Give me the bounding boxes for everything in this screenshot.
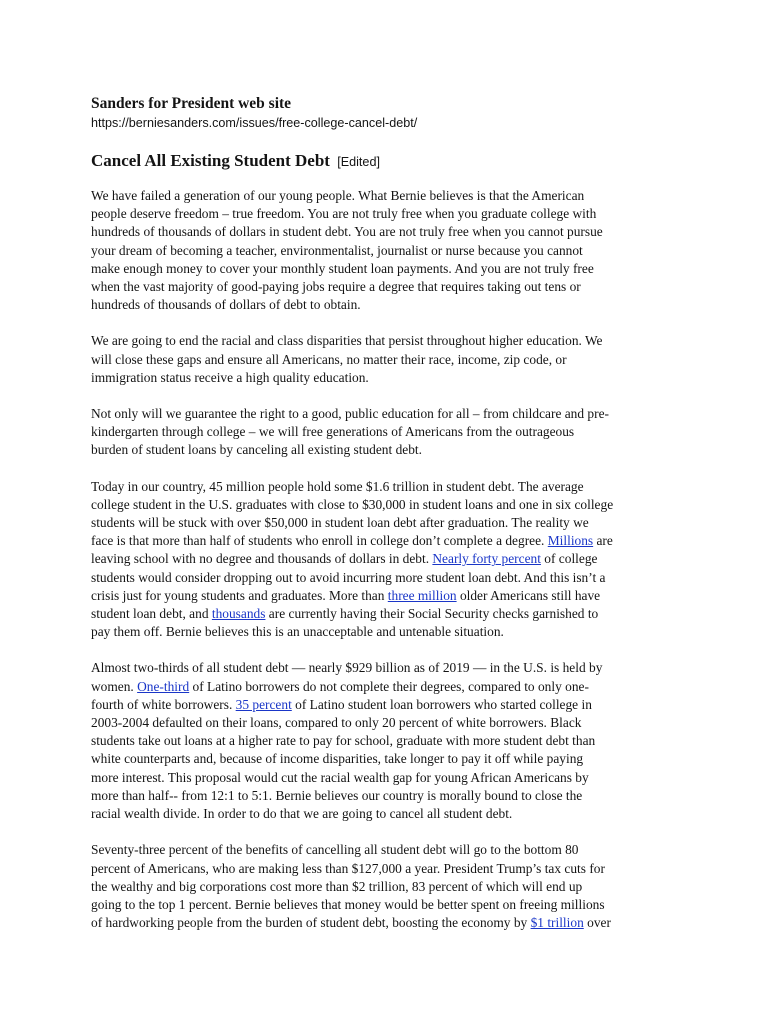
- paragraph-line: the wealthy and big corporations cost more than $2 trillion, 83 percent of which will end up: [91, 878, 583, 894]
- text-run: are currently having their Social Security checks garnished to: [265, 606, 599, 622]
- paragraph-line: [91, 678, 691, 696]
- paragraph-line: percent of Americans, who are making less than $127,000 a year. President Trump’s tax cuts for: [91, 860, 605, 876]
- text-run: of college: [540, 551, 598, 567]
- paragraph-line: students take out loans at a higher rate to pay for school, graduate with more student debt than: [91, 733, 596, 749]
- paragraph-line: racial wealth divide. In order to do that we are going to cancel all student debt.: [91, 806, 513, 822]
- site-url: https://berniesanders.com/issues/free-college-cancel-debt/: [91, 116, 418, 130]
- paragraph-1: [91, 187, 691, 314]
- paragraph-line: college student in the U.S. graduates with close to $30,000 in student loans and one in six college: [91, 496, 614, 512]
- paragraph-line: Almost two-thirds of all student debt — nearly $929 billion as of 2019 — in the U.S. is held by: [91, 660, 603, 676]
- paragraph-line: 2003-2004 defaulted on their loans, compared to only 20 percent of white borrowers. Black: [91, 715, 582, 731]
- paragraph-line: make enough money to cover your monthly student loan payments. And you are not truly free: [91, 260, 594, 276]
- paragraph-line: [91, 587, 691, 605]
- paragraph-line: going to the top 1 percent. Bernie believes that money would be better spent on freeing millions: [91, 896, 605, 912]
- paragraph-line: [91, 532, 691, 550]
- paragraph-line: We are going to end the racial and class disparities that persist throughout higher education. We: [91, 333, 603, 349]
- text-run: of hardworking people from the burden of student debt, boosting the economy by: [91, 915, 531, 931]
- paragraph-line: people deserve freedom – true freedom. You are not truly free when you graduate college with: [91, 206, 597, 222]
- three-million-link[interactable]: three million: [387, 587, 457, 603]
- paragraph-line: will close these gaps and ensure all Americans, no matter their race, income, zip code, or: [91, 351, 567, 367]
- paragraph-line: Today in our country, 45 million people hold some $1.6 trillion in student debt. The average: [91, 478, 584, 494]
- paragraph-4: [91, 478, 691, 642]
- paragraph-line: your dream of becoming a teacher, environmentalist, journalist or nurse because you cannot: [91, 242, 583, 258]
- paragraph-line: Not only will we guarantee the right to a good, public education for all – from childcare and pre-: [91, 406, 609, 422]
- paragraph-line: kindergarten through college – we will free generations of Americans from the outrageous: [91, 424, 575, 440]
- paragraph-5: [91, 659, 691, 823]
- paragraph-line: more interest. This proposal would cut the racial wealth gap for young African Americans by: [91, 769, 589, 785]
- text-run: face is that more than half of students who enroll in college don’t complete a degree.: [91, 533, 548, 549]
- paragraph-line: white counterparts and, because of income disparities, take longer to pay it off while paying: [91, 751, 584, 767]
- text-run: leaving school with no degree and thousands of dollars in debt.: [91, 551, 433, 567]
- thousands-link[interactable]: thousands: [211, 606, 266, 622]
- paragraph-line: immigration status receive a high quality education.: [91, 369, 369, 385]
- text-run: of Latino student loan borrowers who started college in: [291, 696, 592, 712]
- nearly-forty-percent-link[interactable]: Nearly forty percent: [432, 551, 541, 567]
- edited-tag: [Edited]: [337, 155, 380, 169]
- site-title: Sanders for President web site: [91, 95, 292, 112]
- paragraph-line: [91, 914, 691, 932]
- paragraph-line: [91, 550, 691, 568]
- paragraph-line: Seventy-three percent of the benefits of cancelling all student debt will go to the bottom 80: [91, 842, 579, 858]
- paragraph-line: hundreds of thousands of dollars of debt to obtain.: [91, 297, 361, 313]
- paragraph-line: when the vast majority of good-paying jobs require a degree that requires taking out tens or: [91, 279, 581, 295]
- paragraph-line: pay them off. Bernie believes this is an unacceptable and untenable situation.: [91, 624, 504, 640]
- paragraph-3: [91, 405, 691, 460]
- thirty-five-percent-link[interactable]: 35 percent: [235, 696, 292, 712]
- paragraph-2: [91, 332, 691, 387]
- document-title: [91, 150, 691, 173]
- text-run: crisis just for young students and graduates. More than: [91, 587, 388, 603]
- paragraph-line: students will be stuck with over $50,000 in student loan debt after graduation. The reality we: [91, 515, 589, 531]
- text-run: fourth of white borrowers.: [91, 696, 236, 712]
- text-run: over: [583, 915, 611, 931]
- one-third-link[interactable]: One-third: [137, 678, 190, 694]
- text-run: are: [593, 533, 613, 549]
- text-run: women.: [91, 678, 138, 694]
- paragraph-line: [91, 605, 691, 623]
- paragraph-line: burden of student loans by canceling all existing student debt.: [91, 442, 422, 458]
- paragraph-line: hundreds of thousands of dollars in student debt. You are not truly free when you cannot pursue: [91, 224, 603, 240]
- document-page: [91, 94, 691, 932]
- paragraph-line: We have failed a generation of our young people. What Bernie believes is that the American: [91, 188, 585, 203]
- document-title-text: Cancel All Existing Student Debt: [91, 151, 330, 170]
- text-run: older Americans still have: [456, 587, 601, 603]
- millions-link[interactable]: Millions: [547, 533, 594, 549]
- text-run: of Latino borrowers do not complete their degrees, compared to only one-: [189, 678, 589, 694]
- paragraph-6: [91, 841, 691, 932]
- paragraph-line: students would consider dropping out to avoid incurring more student loan debt. And this isn’t a: [91, 569, 606, 585]
- one-trillion-link[interactable]: $1 trillion: [530, 915, 584, 931]
- text-run: student loan debt, and: [91, 606, 212, 622]
- paragraph-line: more than half-- from 12:1 to 5:1. Bernie believes our country is morally bound to close the: [91, 787, 583, 803]
- paragraph-line: [91, 696, 691, 714]
